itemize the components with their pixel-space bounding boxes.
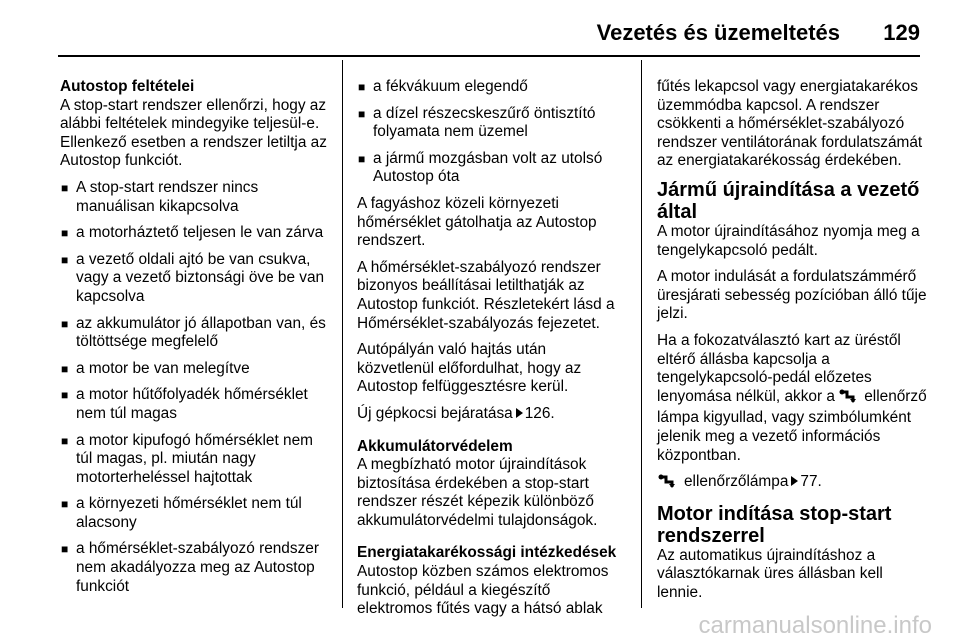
page-reference-arrow-icon bbox=[791, 476, 798, 486]
column-divider-2 bbox=[641, 60, 642, 608]
list-item: ■ a vezető oldali ajtó be van csukva, vagy a vezető biztonsági öve be van kapcsolva bbox=[60, 251, 332, 307]
paragraph-climate-settings: A hőmérséklet-szabályozó rendszer bizonyos beállításai letilthatják az Autostop funkciót. Részletekért lásd a Hőmérséklet-szabályozás fejezetet. bbox=[357, 258, 615, 332]
paragraph-break-in bbox=[357, 405, 627, 424]
lamp-reference-page[interactable]: 77. bbox=[800, 473, 822, 491]
list-item: ■ a motor kipufogó hőmérséklet nem túl magas, pl. miután nagy motorterheléssel hajtottak bbox=[60, 432, 332, 488]
section-heading-battery-protection: Akkumulátorvédelem bbox=[357, 437, 513, 455]
paragraph-energy-continued: fűtés lekapcsol vagy energiatakarékos üzemmódba kapcsol. A rendszer csökkenti a hőmérséklet-szabályozó rendszer ventilátorának fordulatszámát az energiatakarékosság érdekében. bbox=[657, 78, 923, 170]
section-heading-energy-saving: Energiatakarékossági intézkedések bbox=[357, 544, 617, 562]
paragraph-intro: A stop-start rendszer ellenőrzi, hogy az alábbi feltételek mindegyike teljesül-e. Ellenkező esetben a rendszer letiltja az Autostop funkciót. bbox=[60, 96, 327, 170]
paragraph-highway: Autópályán való hajtás után közvetlenül előfordulhat, hogy az Autostop felfüggesztésre kerül. bbox=[357, 341, 582, 396]
list-item: ■ a motor hűtőfolyadék hőmérséklet nem túl magas bbox=[60, 386, 332, 423]
stop-start-lamp-icon bbox=[838, 388, 860, 410]
column-2 bbox=[357, 78, 627, 627]
page-reference-arrow-icon bbox=[516, 408, 523, 418]
cross-reference-page[interactable]: 126. bbox=[524, 404, 555, 422]
paragraph-battery: A megbízható motor újraindítások biztosítása érdekében a stop-start rendszer részét képezik különböző akkumulátorvédelmi tulajdonságok. bbox=[357, 456, 598, 529]
list-item: ■ a jármű mozgásban volt az utolsó Autostop óta bbox=[357, 150, 627, 187]
page-header bbox=[0, 0, 960, 62]
cross-reference-text: Új gépkocsi bejáratása bbox=[357, 404, 513, 422]
section-heading-engine-start: Motor indítása stop-start rendszerrel bbox=[657, 502, 892, 547]
watermark: carmanualsonline.info bbox=[698, 612, 932, 639]
gear-lever-text: Ha a fokozatválasztó kart az üréstől eltérő állásba kapcsolja a tengelykapcsoló-pedál előzetes lenyomása nélkül, akkor a bbox=[657, 331, 901, 405]
column-1 bbox=[60, 78, 332, 604]
list-item: ■ a motorháztető teljesen le van zárva bbox=[60, 224, 332, 243]
paragraph-energy: Autostop közben számos elektromos funkció, például a kiegészítő elektromos fűtés vagy a hátsó ablak bbox=[357, 563, 609, 618]
paragraph-restart-indicator: A motor indulását a fordulatszámmérő üresjárati sebesség pozícióban álló tűje jelzi. bbox=[657, 268, 927, 323]
conditions-list bbox=[60, 179, 332, 596]
column-3 bbox=[657, 78, 927, 610]
header-divider bbox=[58, 55, 920, 57]
column-divider-1 bbox=[342, 60, 343, 608]
lamp-reference-text: ellenőrzőlámpa bbox=[684, 473, 789, 491]
list-item: ■ a környezeti hőmérséklet nem túl alacsony bbox=[60, 495, 332, 532]
list-item: ■ A stop-start rendszer nincs manuálisan kikapcsolva bbox=[60, 179, 332, 216]
page-number: 129 bbox=[883, 20, 920, 45]
list-item: ■ a motor be van melegítve bbox=[60, 360, 332, 379]
paragraph-lamp-reference bbox=[657, 473, 927, 495]
list-item: ■ a fékvákuum elegendő bbox=[357, 78, 627, 97]
paragraph-freezing: A fagyáshoz közeli környezeti hőmérséklet gátolhatja az Autostop rendszert. bbox=[357, 194, 597, 250]
list-item: ■ a dízel részecskeszűrő öntisztító folyamata nem üzemel bbox=[357, 105, 627, 142]
gear-lever-text-continued: ellenőrző lámpa kigyullad, vagy szimbólumként jelenik meg a vezető információs központban. bbox=[657, 387, 927, 464]
chapter-title: Vezetés és üzemeltetés bbox=[596, 20, 840, 45]
paragraph-restart-clutch: A motor újraindításához nyomja meg a tengelykapcsoló pedált. bbox=[657, 222, 920, 259]
section-heading-autostop-conditions: Autostop feltételei bbox=[60, 78, 195, 95]
conditions-list-continued bbox=[357, 78, 627, 187]
list-item: ■ a hőmérséklet-szabályozó rendszer nem akadályozza meg az Autostop funkciót bbox=[60, 540, 332, 596]
section-heading-driver-restart: Jármű újraindítása a vezető által bbox=[657, 178, 920, 223]
list-item: ■ az akkumulátor jó állapotban van, és töltöttsége megfelelő bbox=[60, 315, 332, 352]
stop-start-lamp-icon bbox=[657, 473, 679, 495]
paragraph-auto-restart: Az automatikus újraindításhoz a választókarnak üres állásban kell lennie. bbox=[657, 546, 883, 601]
paragraph-gear-lever bbox=[657, 332, 927, 465]
